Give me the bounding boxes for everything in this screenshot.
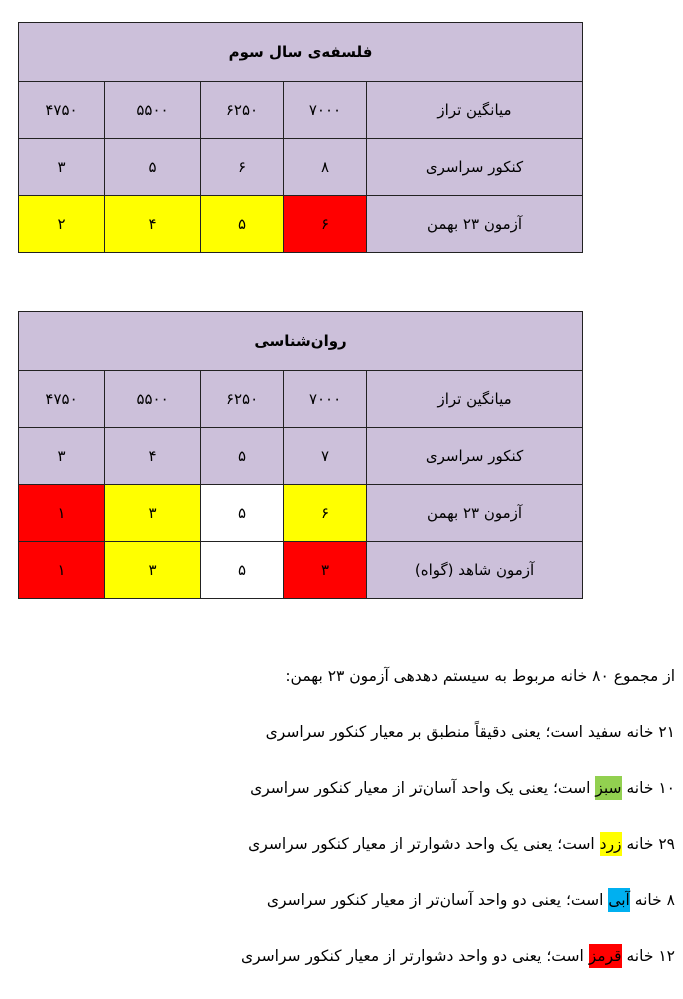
table-cell: ۵	[105, 139, 201, 196]
table-cell: ۳	[105, 542, 201, 599]
note-yellow	[15, 816, 675, 872]
row-label: آزمون ۲۳ بهمن	[367, 485, 583, 542]
table-cell: ۸	[284, 139, 367, 196]
table-cell: ۴۷۵۰	[19, 371, 105, 428]
table-cell: ۵	[201, 542, 284, 599]
table-row	[19, 139, 583, 196]
table-cell: ۷۰۰۰	[284, 82, 367, 139]
table-row	[19, 82, 583, 139]
psychology-table	[18, 311, 583, 599]
row-label: کنکور سراسری	[367, 139, 583, 196]
table-cell: ۳	[105, 485, 201, 542]
note-text: است؛ یعنی یک واحد دشوارتر از معیار کنکور سراسری	[248, 835, 600, 853]
row-label: آزمون شاهد (گواه)	[367, 542, 583, 599]
table-cell: ۶۲۵۰	[201, 82, 284, 139]
table-cell: ۵	[201, 196, 284, 253]
notes-section	[15, 648, 675, 984]
table-cell: ۳	[19, 428, 105, 485]
note-green	[15, 760, 675, 816]
note-intro: از مجموع ۸۰ خانه مربوط به سیستم دهدهی آزمون ۲۳ بهمن:	[285, 667, 675, 685]
note-red	[15, 928, 675, 984]
philosophy-table	[18, 22, 583, 253]
table-row	[19, 542, 583, 599]
note-text: ۱۰ خانه	[621, 779, 675, 797]
table-cell: ۳	[19, 139, 105, 196]
table-row	[19, 485, 583, 542]
table-row	[19, 196, 583, 253]
note-text: ۸ خانه	[629, 891, 675, 909]
row-label: کنکور سراسری	[367, 428, 583, 485]
table-cell: ۶۲۵۰	[201, 371, 284, 428]
table-cell: ۵	[201, 428, 284, 485]
table-cell: ۵	[201, 485, 284, 542]
note-white: ۲۱ خانه سفید است؛ یعنی دقیقاً منطبق بر معیار کنکور سراسری	[265, 723, 675, 741]
table-cell: ۴	[105, 196, 201, 253]
note-text: است؛ یعنی دو واحد دشوارتر از معیار کنکور سراسری	[241, 947, 589, 965]
table-cell: ۱	[19, 485, 105, 542]
table-cell: ۴۷۵۰	[19, 82, 105, 139]
table-row	[19, 371, 583, 428]
table-row	[19, 428, 583, 485]
note-text: ۲۹ خانه	[621, 835, 675, 853]
note-text: ۱۲ خانه	[621, 947, 675, 965]
row-label: آزمون ۲۳ بهمن	[367, 196, 583, 253]
table-title: فلسفه‌ی سال سوم	[19, 23, 583, 82]
table-cell: ۶	[284, 485, 367, 542]
table-cell: ۶	[201, 139, 284, 196]
table-cell: ۵۵۰۰	[105, 371, 201, 428]
note-text: است؛ یعنی دو واحد آسان‌تر از معیار کنکور سراسری	[266, 891, 609, 909]
table-cell: ۲	[19, 196, 105, 253]
table-cell: ۱	[19, 542, 105, 599]
green-highlight: سبز	[595, 776, 621, 800]
table-title: روان‌شناسی	[19, 312, 583, 371]
table-cell: ۷	[284, 428, 367, 485]
table-cell: ۴	[105, 428, 201, 485]
table-cell: ۷۰۰۰	[284, 371, 367, 428]
red-highlight: قرمز	[589, 944, 622, 968]
row-label: میانگین تراز	[367, 82, 583, 139]
note-blue	[15, 872, 675, 928]
row-label: میانگین تراز	[367, 371, 583, 428]
table-cell: ۵۵۰۰	[105, 82, 201, 139]
table-cell: ۳	[284, 542, 367, 599]
table-cell: ۶	[284, 196, 367, 253]
yellow-highlight: زرد	[600, 832, 622, 856]
blue-highlight: آبی	[608, 888, 630, 912]
note-text: است؛ یعنی یک واحد آسان‌تر از معیار کنکور سراسری	[250, 779, 596, 797]
